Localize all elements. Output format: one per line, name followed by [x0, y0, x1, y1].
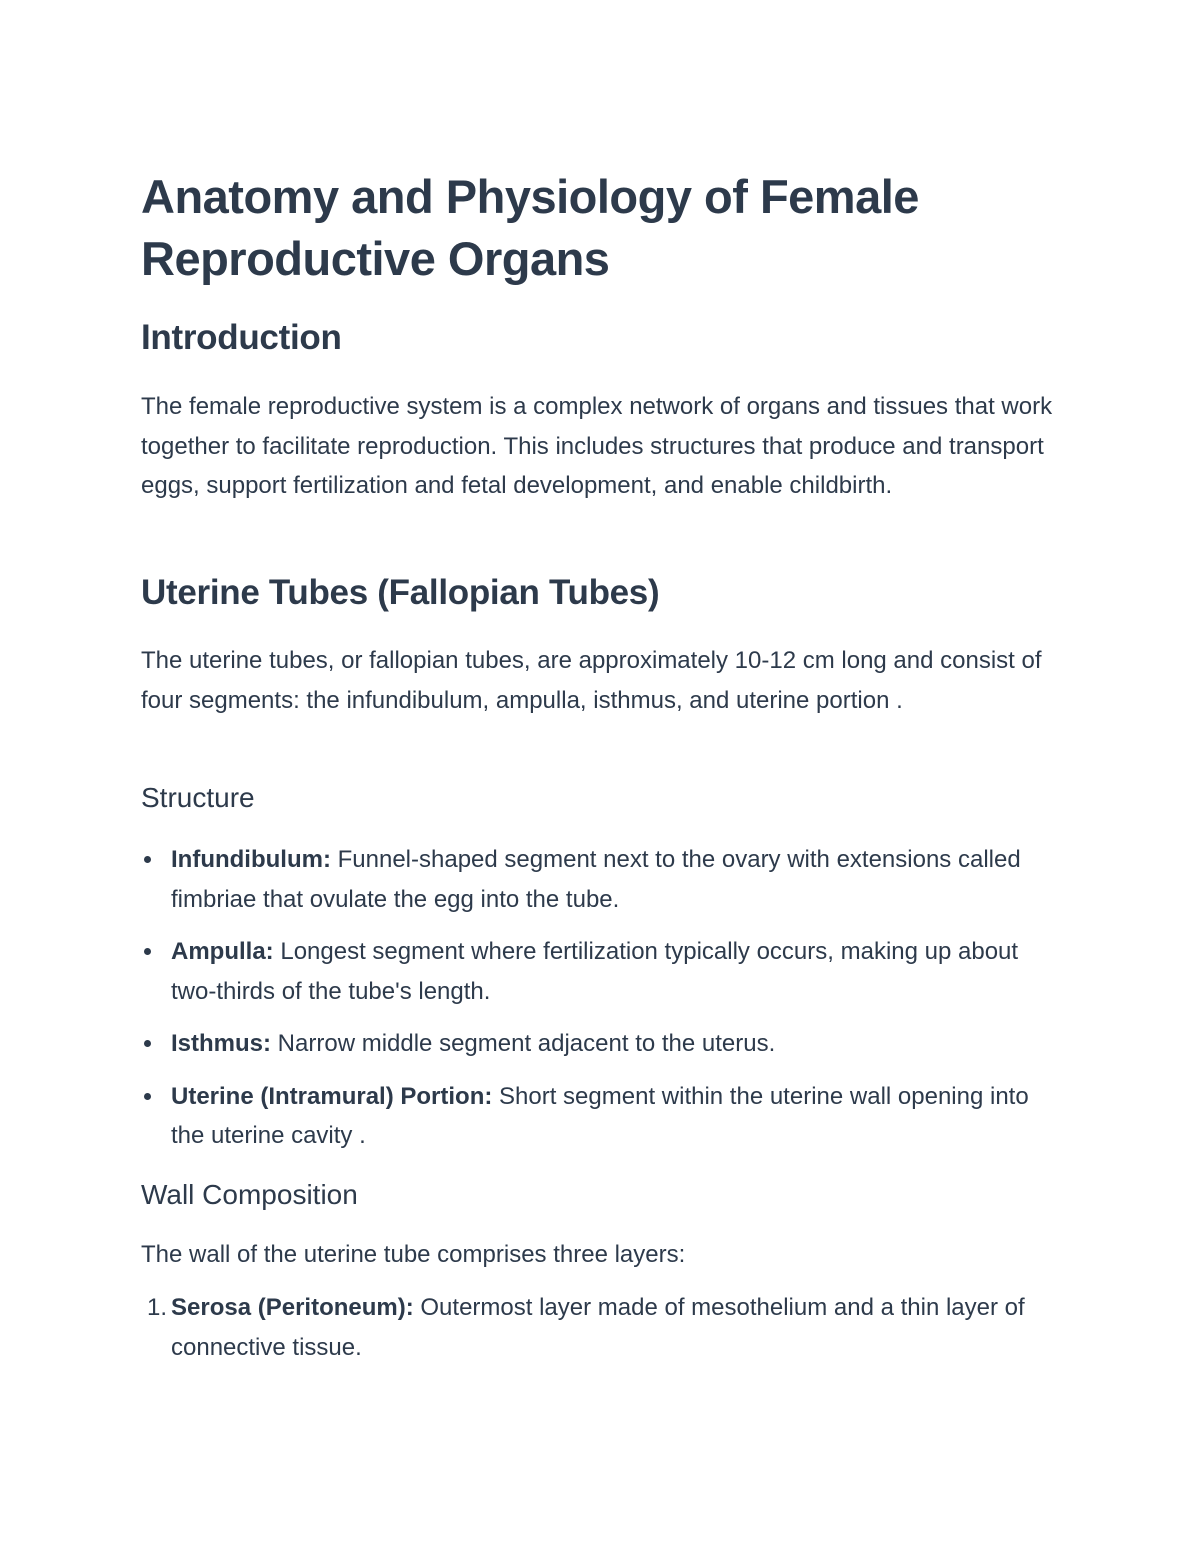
list-item-term: Uterine (Intramural) Portion:: [171, 1082, 493, 1110]
list-item-term: Isthmus:: [171, 1030, 272, 1057]
list-item-term: Ampulla:: [171, 938, 274, 965]
uterine-tubes-heading: Uterine Tubes (Fallopian Tubes): [141, 573, 660, 612]
uterine-tubes-text: The uterine tubes, or fallopian tubes, are approximately 10-12 cm long and consist of four segments: the infundibulum, ampulla, isthmus, and uterine portion .: [141, 647, 1042, 714]
introduction-heading: Introduction: [141, 318, 342, 357]
wall-composition-text: The wall of the uterine tube comprises three layers:: [141, 1241, 686, 1268]
list-item-desc: Funnel-shaped segment next to the ovary with extensions called fimbriae that ovulate the egg into the tube.: [171, 846, 1021, 913]
page-title: Anatomy and Physiology of Female Reproductive Organs: [141, 170, 919, 285]
list-item-desc: Longest segment where fertilization typically occurs, making up about two-thirds of the tube's length.: [171, 938, 1019, 1005]
structure-list: [141, 840, 1061, 1169]
list-item: [141, 840, 1061, 919]
list-item: [141, 1024, 1061, 1064]
structure-heading: Structure: [141, 782, 255, 813]
list-item-term: Serosa (Peritoneum):: [171, 1294, 414, 1321]
list-item: [141, 932, 1061, 1011]
list-item: [141, 1288, 1061, 1367]
list-item: [141, 1077, 1061, 1156]
list-item-desc: Short segment within the uterine wall opening into the uterine cavity .: [171, 1082, 1029, 1149]
wall-layers-list: [141, 1288, 1061, 1380]
introduction-text: The female reproductive system is a complex network of organs and tissues that work together to facilitate reproduction. This includes structures that produce and transport eggs, support fertilization and fetal development, and enable childbirth.: [141, 393, 1053, 499]
list-item-desc: Outermost layer made of mesothelium and a thin layer of connective tissue.: [171, 1294, 1025, 1361]
list-item-desc: Narrow middle segment adjacent to the uterus.: [271, 1030, 776, 1057]
wall-composition-heading: Wall Composition: [141, 1179, 358, 1210]
list-item-term: Infundibulum:: [171, 846, 331, 873]
list-item-number: 1.: [147, 1294, 168, 1321]
